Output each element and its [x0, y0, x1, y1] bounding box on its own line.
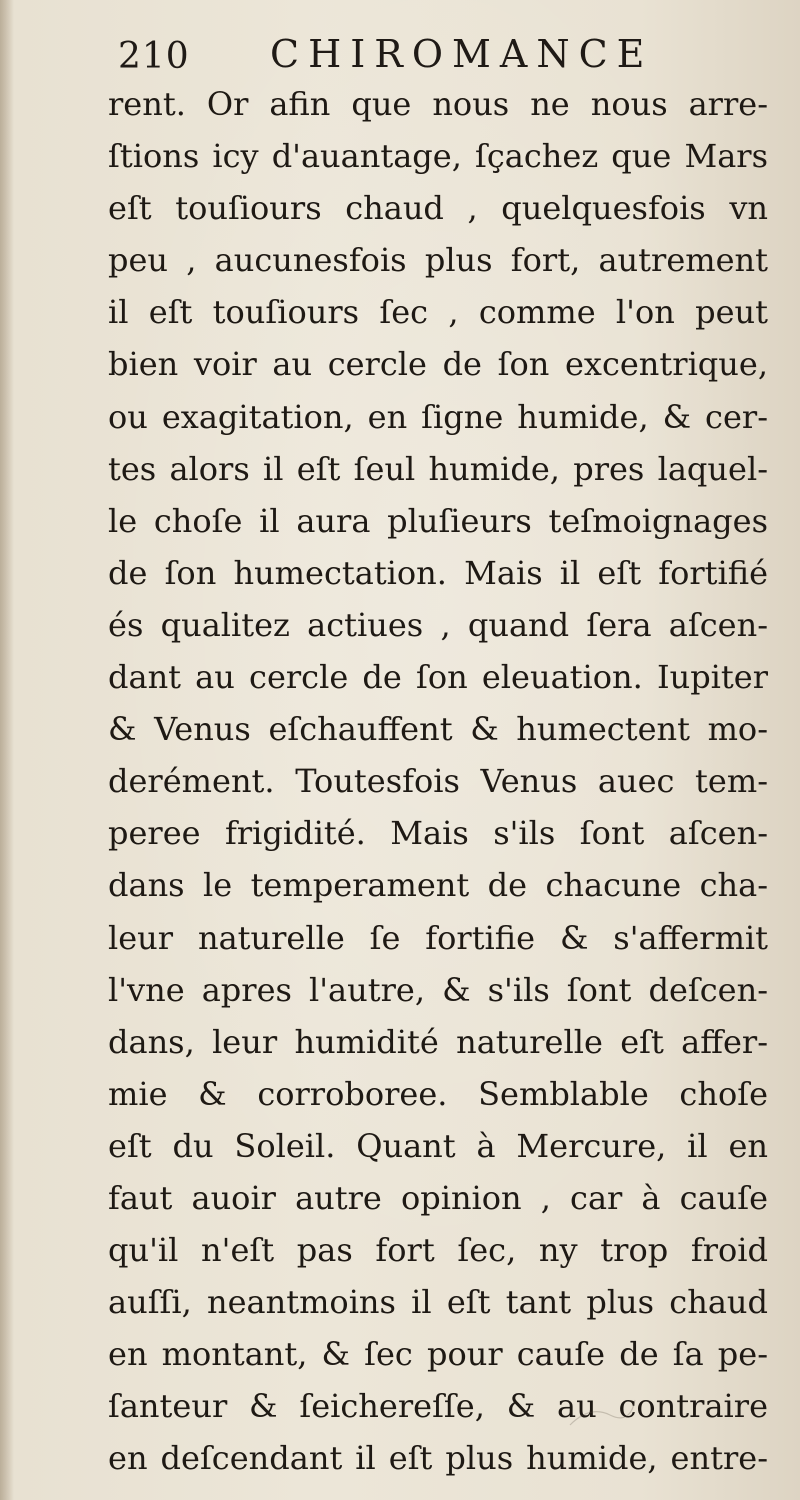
text-line: eſt touſiours chaud , quelquesfois vn — [108, 189, 768, 228]
page-number: 210 — [118, 36, 190, 77]
text-line: auſſi, neantmoins il eſt tant plus chaud — [108, 1283, 768, 1322]
text-line: de ſon humectation. Mais il eſt fortifié — [108, 553, 768, 592]
text-line: bien voir au cercle de ſon excentrique, — [108, 345, 768, 384]
text-line: il eſt touſiours ſec , comme l'on peut — [108, 293, 768, 332]
text-line: en deſcendant il eſt plus humide, entre- — [108, 1439, 768, 1478]
text-line: mie & corroboree. Semblable choſe — [108, 1074, 768, 1113]
text-line: eſt du Soleil. Quant à Mercure, il en — [108, 1126, 768, 1165]
text-line: qu'il n'eſt pas fort ſec, ny trop froid — [108, 1231, 768, 1270]
text-line: peu , aucunesfois plus fort, autrement — [108, 241, 768, 280]
text-line: le choſe il aura pluſieurs teſmoignages — [108, 501, 768, 540]
body-text — [108, 78, 768, 1485]
text-line: l'vne apres l'autre, & s'ils ſont deſcen- — [108, 970, 768, 1009]
text-line: faut auoir autre opinion , car à cauſe — [108, 1178, 768, 1217]
ink-bleed-mark — [560, 1385, 640, 1445]
running-title: CHIROMANCE — [270, 32, 654, 76]
text-line: derément. Toutesfois Venus auec tem- — [108, 762, 768, 801]
text-line: dans, leur humidité naturelle eſt affer- — [108, 1022, 768, 1061]
text-line: dant au cercle de ſon eleuation. Iupiter — [108, 658, 768, 697]
text-line: en montant, & ſec pour cauſe de ſa pe- — [108, 1335, 768, 1374]
text-line: peree frigidité. Mais s'ils ſont aſcen- — [108, 814, 768, 853]
text-line: rent. Or afin que nous ne nous arre- — [108, 85, 768, 123]
text-line: ſanteur & ſeichereſſe, & au contraire — [108, 1387, 768, 1426]
text-line: ou exagitation, en ſigne humide, & cer- — [108, 397, 768, 436]
text-line: és qualitez actiues , quand ſera aſcen- — [108, 605, 768, 644]
page-gutter-shadow — [0, 0, 14, 1500]
text-line: & Venus eſchauffent & humectent mo- — [108, 710, 768, 749]
text-line: dans le temperament de chacune cha- — [108, 866, 768, 905]
text-line: tes alors il eſt ſeul humide, pres laquel- — [108, 449, 768, 488]
text-line: leur naturelle ſe fortifie & s'affermit — [108, 918, 768, 957]
text-line: ſtions icy d'auantage, ſçachez que Mars — [108, 137, 768, 176]
running-head — [118, 28, 758, 84]
